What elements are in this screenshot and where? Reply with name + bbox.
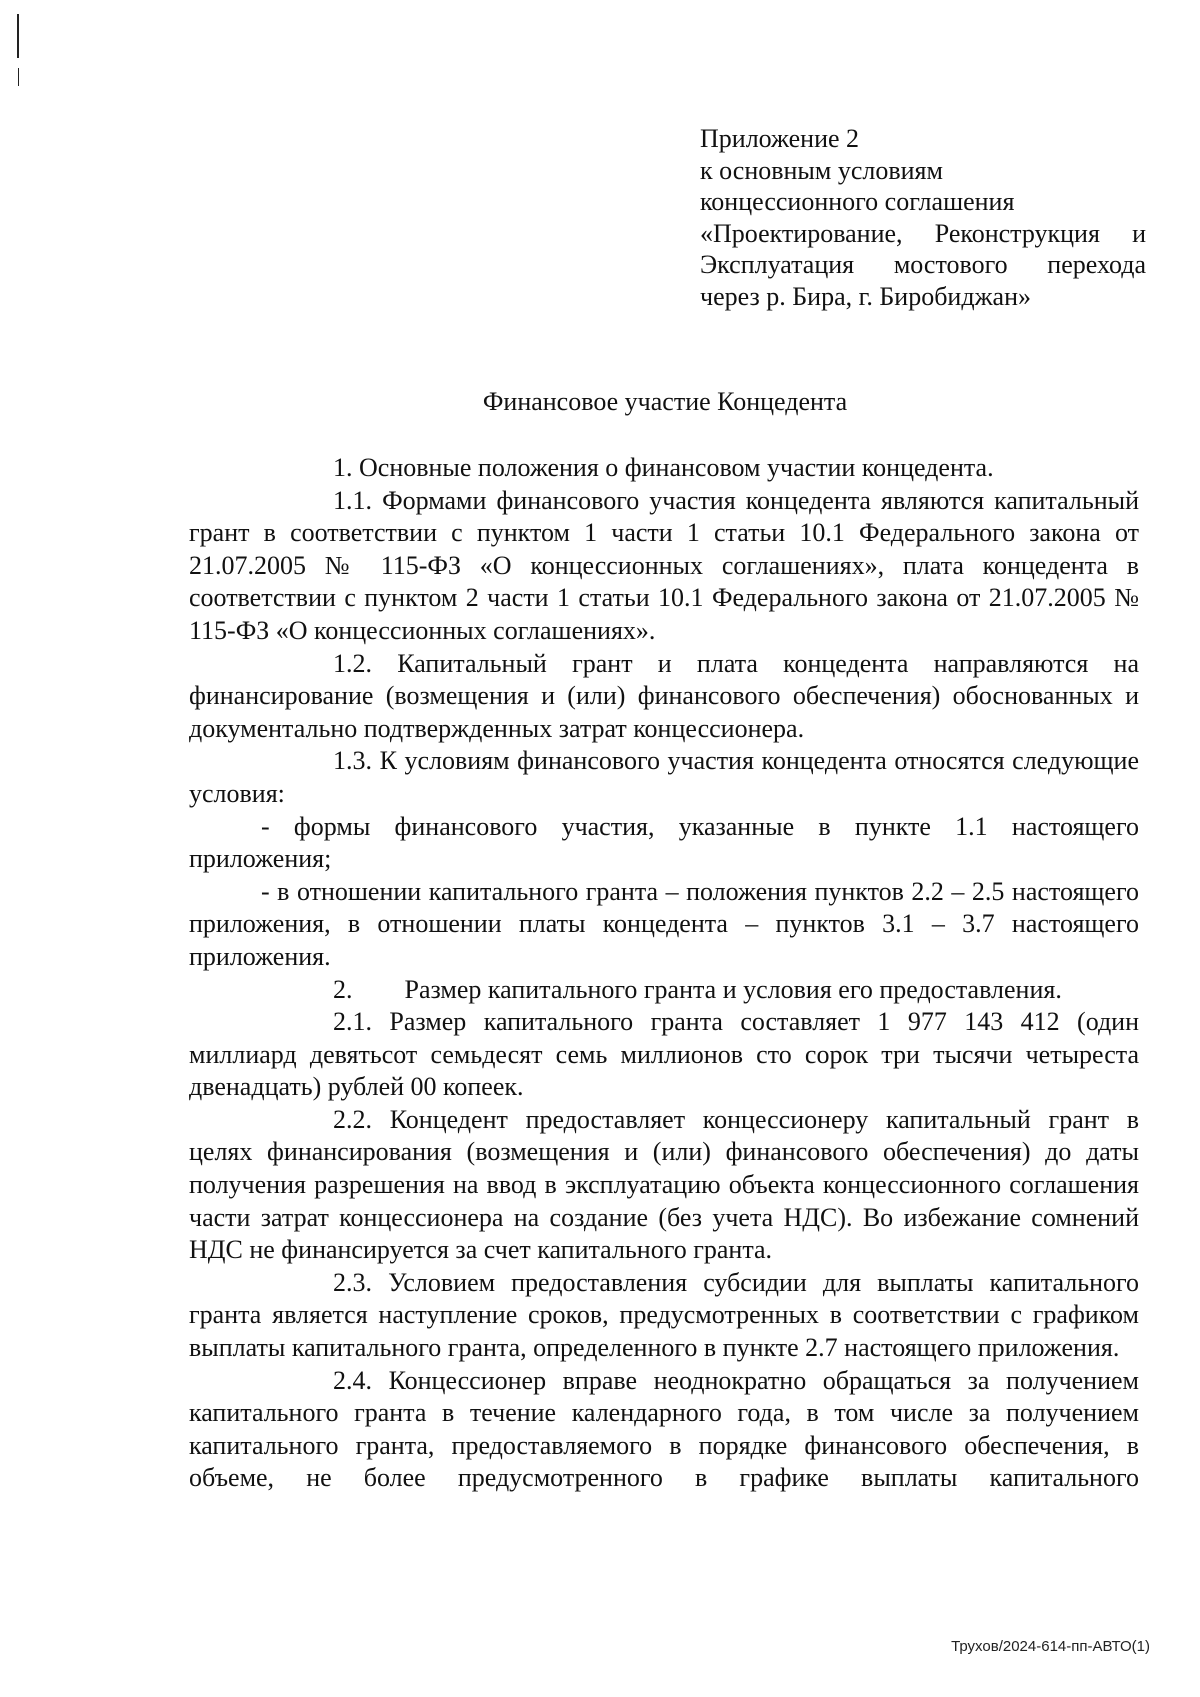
paragraph-text: Основные положения о финансовом участии концедента. — [359, 453, 994, 482]
paragraph-number: 2.3. — [333, 1267, 372, 1297]
paragraph — [189, 1365, 1139, 1495]
paragraph-text: Размер капитального гранта и условия его предоставления. — [404, 974, 1062, 1004]
appendix-line: Приложение 2 — [700, 124, 860, 153]
paragraph-text: Концессионер вправе неоднократно обращаться за получением капитального гранта в течение календарного года, в том числе за получением капитального гранта, предоставляемого в порядке финансового обеспечения, в объеме, не более предусмотренного в графике выплаты капитального — [189, 1365, 1140, 1493]
paragraph — [189, 876, 1139, 974]
appendix-line: Эксплуатация мостового перехода — [700, 250, 1146, 279]
paragraph-number: 1.3. — [333, 746, 372, 776]
paragraph-number: 1.2. — [333, 648, 372, 678]
paragraph-text: Формами финансового участия концедента являются капитальный грант в соответствии с пунктом 1 части 1 статьи 10.1 Федерального закона от 21.07.2005 № 115-ФЗ «О концессионных соглашениях», плата концедента в соответствии с пунктом 2 части 1 статьи 10.1 Федерального закона от 21.07.2005 № 115-ФЗ «О концессионных соглашениях». — [189, 485, 1140, 645]
footer-document-code: Трухов/2024-614-пп-АВТО(1) — [951, 1638, 1150, 1655]
appendix-line: через р. Бира, г. Биробиджан» — [700, 281, 1031, 311]
scan-edge-mark — [17, 14, 19, 58]
paragraph-number: 2.1. — [333, 1007, 372, 1037]
paragraph — [189, 811, 1139, 876]
paragraph-number: 1.1. — [333, 485, 372, 515]
appendix-line: к основным условиям — [700, 155, 943, 185]
paragraph — [189, 1104, 1139, 1267]
paragraph-number: 1. — [333, 453, 353, 482]
paragraph — [189, 1006, 1139, 1104]
paragraph — [189, 974, 1139, 1007]
paragraph — [189, 648, 1139, 746]
paragraph — [189, 452, 1139, 485]
paragraph-text: Условием предоставления субсидии для выплаты капитального гранта является наступление сроков, предусмотренных в соответствии с графиком выплаты капитального гранта, определенного в пункте 2.7 настоящего приложения. — [189, 1267, 1139, 1363]
paragraph — [189, 745, 1139, 810]
appendix-line: концессионного соглашения — [700, 187, 1015, 216]
paragraph-text: Капитальный грант и плата концедента направляются на финансирование (возмещения и (или) финансового обеспечения) обоснованных и документально подтвержденных затрат концессионера. — [189, 648, 1139, 743]
paragraph-number: 2.4. — [333, 1365, 372, 1395]
paragraph-text: - формы финансового участия, указанные в пункте 1.1 настоящего приложения; — [189, 811, 1139, 874]
paragraph-text: - в отношении капитального гранта – положения пунктов 2.2 – 2.5 настоящего приложения, в отношении платы концедента – пунктов 3.1 – 3.7 настоящего приложения. — [189, 876, 1139, 971]
paragraph-text: Концедент предоставляет концессионеру капитальный грант в целях финансирования (возмещения и (или) финансового обеспечения) до даты получения разрешения на ввод в эксплуатацию объекта концессионного соглашения части затрат концессионера на создание (без учета НДС). Во избежание сомнений НДС не финансируется за счет капитального гранта. — [189, 1104, 1140, 1265]
paragraph-number: 2.2. — [333, 1104, 372, 1134]
paragraph — [189, 485, 1139, 648]
appendix-line: «Проектирование, Реконструкция и — [700, 218, 1146, 248]
paragraph — [189, 1267, 1139, 1365]
document-body — [189, 452, 1139, 1495]
scan-edge-mark-lower — [18, 68, 19, 86]
appendix-header — [700, 123, 1146, 312]
paragraph-text: Размер капитального гранта составляет 1 977 143 412 (один миллиард девятьсот семьдесят семь миллионов сто сорок три тысячи четыреста двенадцать) рублей 00 копеек. — [189, 1007, 1140, 1102]
document-title: Финансовое участие Концедента — [482, 387, 848, 416]
paragraph-number: 2. — [333, 974, 353, 1004]
paragraph-text: К условиям финансового участия концедента относятся следующие условия: — [189, 746, 1139, 808]
